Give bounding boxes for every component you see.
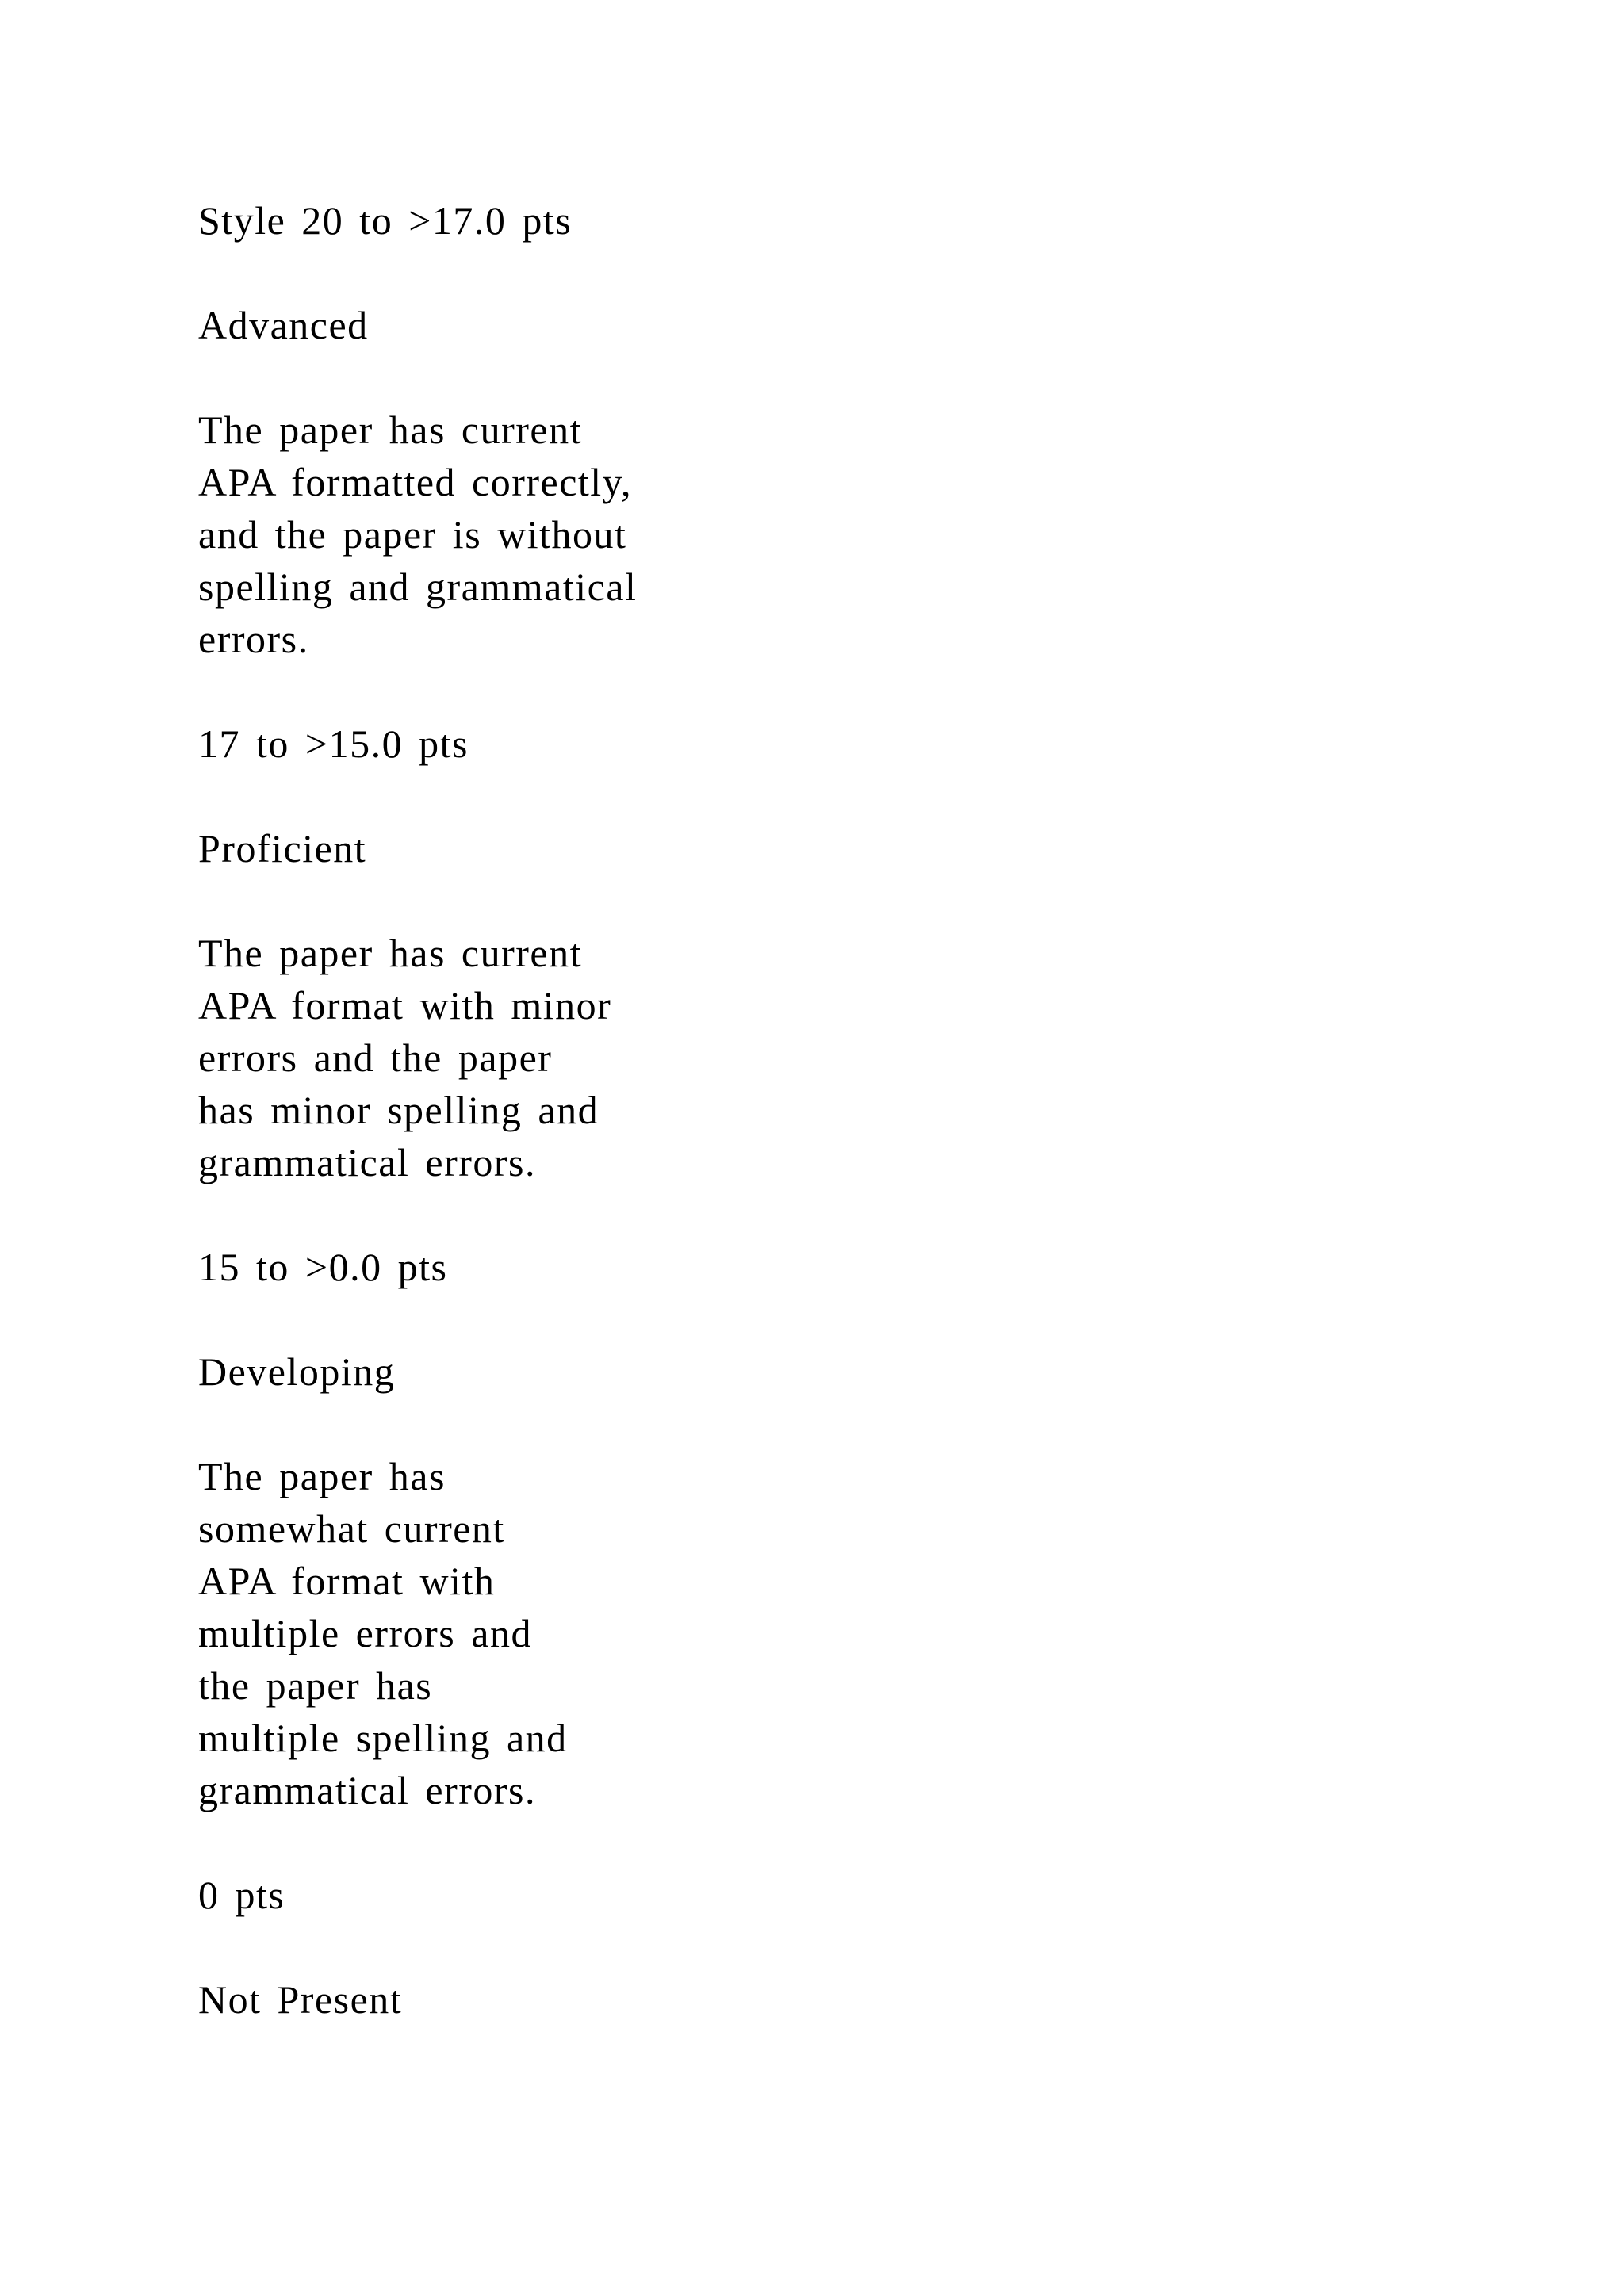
description-line: has minor spelling and: [198, 1088, 599, 1132]
points-not-present: 0 pts: [198, 1873, 285, 1917]
criterion-name: Style: [198, 198, 286, 243]
description-line: spelling and grammatical: [198, 564, 638, 609]
description-line: The paper has: [198, 1454, 446, 1498]
points-advanced: 20 to >17.0 pts: [301, 198, 573, 243]
description-line: grammatical errors.: [198, 1140, 536, 1184]
description-line: APA formatted correctly,: [198, 460, 632, 504]
description-line: errors.: [198, 617, 309, 661]
description-line: The paper has current: [198, 931, 582, 975]
description-line: grammatical errors.: [198, 1768, 536, 1812]
level-label-developing: Developing: [198, 1349, 396, 1394]
description-line: APA format with: [198, 1559, 496, 1603]
level-label-not-present: Not Present: [198, 1977, 403, 2022]
description-line: errors and the paper: [198, 1035, 553, 1080]
level-label-advanced: Advanced: [198, 303, 369, 347]
description-line: APA format with minor: [198, 983, 612, 1027]
points-proficient: 17 to >15.0 pts: [198, 721, 469, 766]
description-line: The paper has current: [198, 408, 582, 452]
description-line: multiple errors and: [198, 1611, 532, 1655]
description-line: and the paper is without: [198, 512, 627, 557]
level-label-proficient: Proficient: [198, 826, 367, 871]
criterion-and-points-advanced: [198, 194, 572, 247]
description-line: the paper has: [198, 1663, 433, 1708]
description-line: somewhat current: [198, 1506, 505, 1551]
points-developing: 15 to >0.0 pts: [198, 1245, 448, 1289]
description-line: multiple spelling and: [198, 1716, 568, 1760]
